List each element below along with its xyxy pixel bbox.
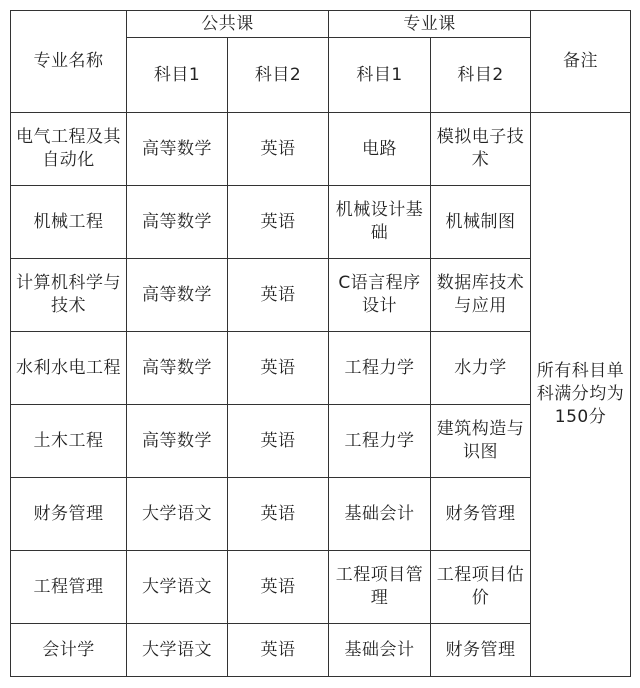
major-subject-2-cell: 机械制图 (431, 186, 531, 259)
major-subject-2-cell: 财务管理 (431, 624, 531, 677)
major-name-cell: 电气工程及其自动化 (11, 113, 127, 186)
public-subject-1-cell: 大学语文 (127, 551, 228, 624)
header-major-subject-1: 科目1 (329, 38, 431, 113)
major-subject-1-cell: 基础会计 (329, 624, 431, 677)
major-subject-1-cell: 工程力学 (329, 332, 431, 405)
major-subject-2-cell: 建筑构造与识图 (431, 405, 531, 478)
header-public-subject-2: 科目2 (228, 38, 329, 113)
major-name-cell: 机械工程 (11, 186, 127, 259)
header-public-subject-1: 科目1 (127, 38, 228, 113)
header-public-courses: 公共课 (127, 11, 329, 38)
major-subject-1-cell: C语言程序设计 (329, 259, 431, 332)
public-subject-1-cell: 大学语文 (127, 478, 228, 551)
exam-subjects-table (10, 10, 631, 677)
major-subject-2-cell: 数据库技术与应用 (431, 259, 531, 332)
public-subject-1-cell: 高等数学 (127, 186, 228, 259)
public-subject-1-cell: 高等数学 (127, 113, 228, 186)
major-subject-1-cell: 工程力学 (329, 405, 431, 478)
public-subject-1-cell: 高等数学 (127, 332, 228, 405)
major-name-cell: 财务管理 (11, 478, 127, 551)
major-subject-2-cell: 工程项目估价 (431, 551, 531, 624)
public-subject-2-cell: 英语 (228, 113, 329, 186)
public-subject-2-cell: 英语 (228, 332, 329, 405)
header-remark: 备注 (531, 11, 631, 113)
major-subject-2-cell: 财务管理 (431, 478, 531, 551)
remark-note-cell: 所有科目单科满分均为150分 (531, 113, 631, 677)
public-subject-1-cell: 高等数学 (127, 405, 228, 478)
major-subject-2-cell: 水力学 (431, 332, 531, 405)
major-name-cell: 水利水电工程 (11, 332, 127, 405)
major-name-cell: 土木工程 (11, 405, 127, 478)
major-subject-1-cell: 工程项目管理 (329, 551, 431, 624)
major-name-cell: 计算机科学与技术 (11, 259, 127, 332)
public-subject-1-cell: 大学语文 (127, 624, 228, 677)
public-subject-2-cell: 英语 (228, 259, 329, 332)
public-subject-2-cell: 英语 (228, 478, 329, 551)
major-subject-1-cell: 电路 (329, 113, 431, 186)
header-major-subject-2: 科目2 (431, 38, 531, 113)
table-row (11, 113, 631, 186)
major-name-cell: 会计学 (11, 624, 127, 677)
public-subject-2-cell: 英语 (228, 551, 329, 624)
public-subject-1-cell: 高等数学 (127, 259, 228, 332)
header-major-name: 专业名称 (11, 11, 127, 113)
major-subject-1-cell: 机械设计基础 (329, 186, 431, 259)
major-subject-1-cell: 基础会计 (329, 478, 431, 551)
public-subject-2-cell: 英语 (228, 405, 329, 478)
major-name-cell: 工程管理 (11, 551, 127, 624)
header-major-courses: 专业课 (329, 11, 531, 38)
public-subject-2-cell: 英语 (228, 186, 329, 259)
public-subject-2-cell: 英语 (228, 624, 329, 677)
major-subject-2-cell: 模拟电子技术 (431, 113, 531, 186)
